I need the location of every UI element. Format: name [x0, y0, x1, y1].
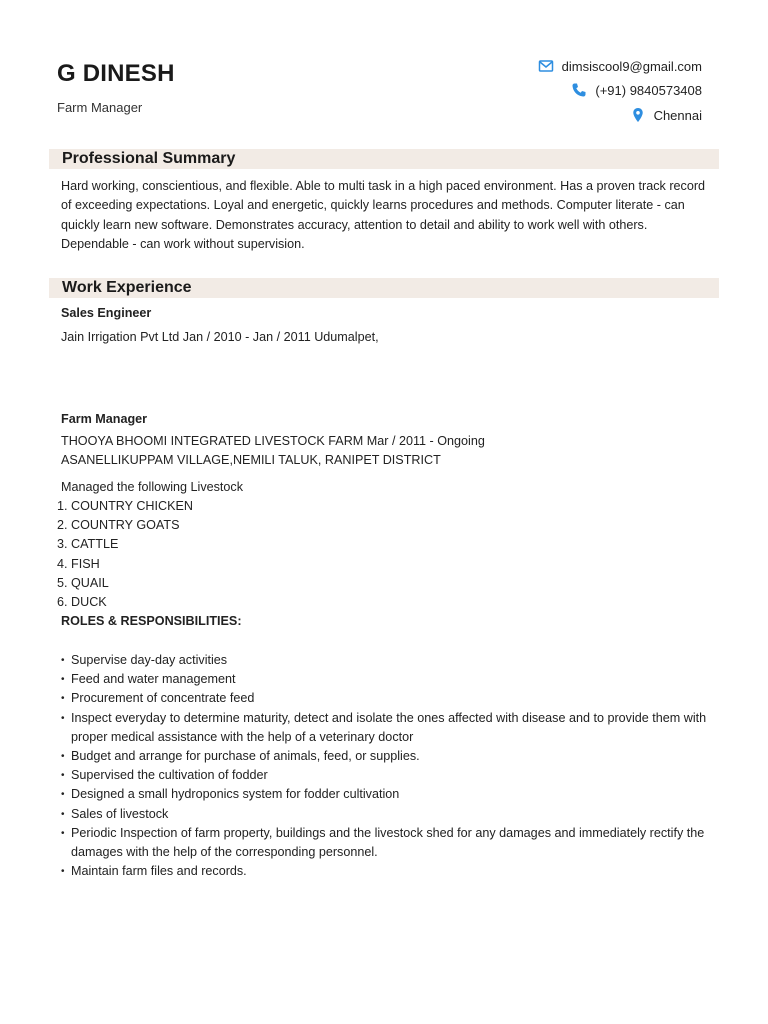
job-title: Sales Engineer — [61, 306, 152, 320]
responsibilities-list — [61, 651, 711, 881]
contact-phone[interactable] — [571, 82, 702, 98]
job-location: ASANELLIKUPPAM VILLAGE,NEMILI TALUK, RANIPET DISTRICT — [61, 453, 441, 467]
experience-heading: Work Experience — [62, 279, 192, 296]
list-item: 2. COUNTRY GOATS — [57, 518, 180, 533]
summary-heading: Professional Summary — [62, 150, 236, 167]
section-header-summary — [49, 149, 719, 169]
list-item: • Supervise day-day activities — [61, 651, 711, 670]
summary-text: Hard working, conscientious, and flexible. Able to multi task in a high paced environment. Has a proven track record of exceeding expectations. Loyal and energetic, quickly learns procedures and methods. Computer literate - can quickly learn new software. Demonstrates accuracy, attention to detail and ability to work well with others. Dependable - can work without supervision. — [61, 179, 706, 252]
map-pin-icon — [630, 107, 646, 123]
contact-email[interactable] — [538, 58, 702, 74]
list-item: • Designed a small hydroponics system for fodder cultivation — [61, 785, 711, 804]
list-item: • Maintain farm files and records. — [61, 862, 711, 881]
phone-icon — [571, 82, 587, 98]
list-item: 5. QUAIL — [57, 575, 109, 590]
list-item: • Budget and arrange for purchase of animals, feed, or supplies. — [61, 747, 711, 766]
list-item: 3. CATTLE — [57, 537, 119, 552]
job-title: Farm Manager — [61, 412, 148, 426]
list-item: • Sales of livestock — [61, 805, 711, 824]
job-details: THOOYA BHOOMI INTEGRATED LIVESTOCK FARM Mar / 2011 - Ongoing — [61, 434, 485, 448]
list-item: • Inspect everyday to determine maturity, detect and isolate the ones affected with disease and to provide them with proper medical assistance with the help of a veterinary doctor — [61, 709, 711, 747]
list-item: 1. COUNTRY CHICKEN — [57, 499, 193, 513]
phone-text: (+91) 9840573408 — [595, 82, 702, 98]
list-item: • Feed and water management — [61, 670, 711, 689]
candidate-name: G DINESH — [57, 60, 175, 87]
list-item: 6. DUCK — [57, 595, 107, 610]
list-item: • Supervised the cultivation of fodder — [61, 766, 711, 785]
list-item: • Procurement of concentrate feed — [61, 689, 711, 708]
email-text: dimsiscool9@gmail.com — [561, 58, 702, 74]
roles-heading: ROLES & RESPONSIBILITIES: — [61, 614, 242, 628]
contact-location — [630, 107, 702, 123]
section-header-experience — [49, 278, 719, 298]
envelope-icon — [538, 58, 554, 74]
candidate-title: Farm Manager — [57, 100, 143, 115]
livestock-intro: Managed the following Livestock — [61, 480, 244, 494]
location-text: Chennai — [653, 107, 702, 123]
job-details: Jain Irrigation Pvt Ltd Jan / 2010 - Jan / 2011 Udumalpet, — [61, 330, 379, 344]
list-item: 4. FISH — [57, 556, 100, 571]
list-item: • Periodic Inspection of farm property, buildings and the livestock shed for any damages and immediately rectify the damages with the help of the corresponding personnel. — [61, 824, 711, 862]
livestock-list — [57, 497, 193, 612]
